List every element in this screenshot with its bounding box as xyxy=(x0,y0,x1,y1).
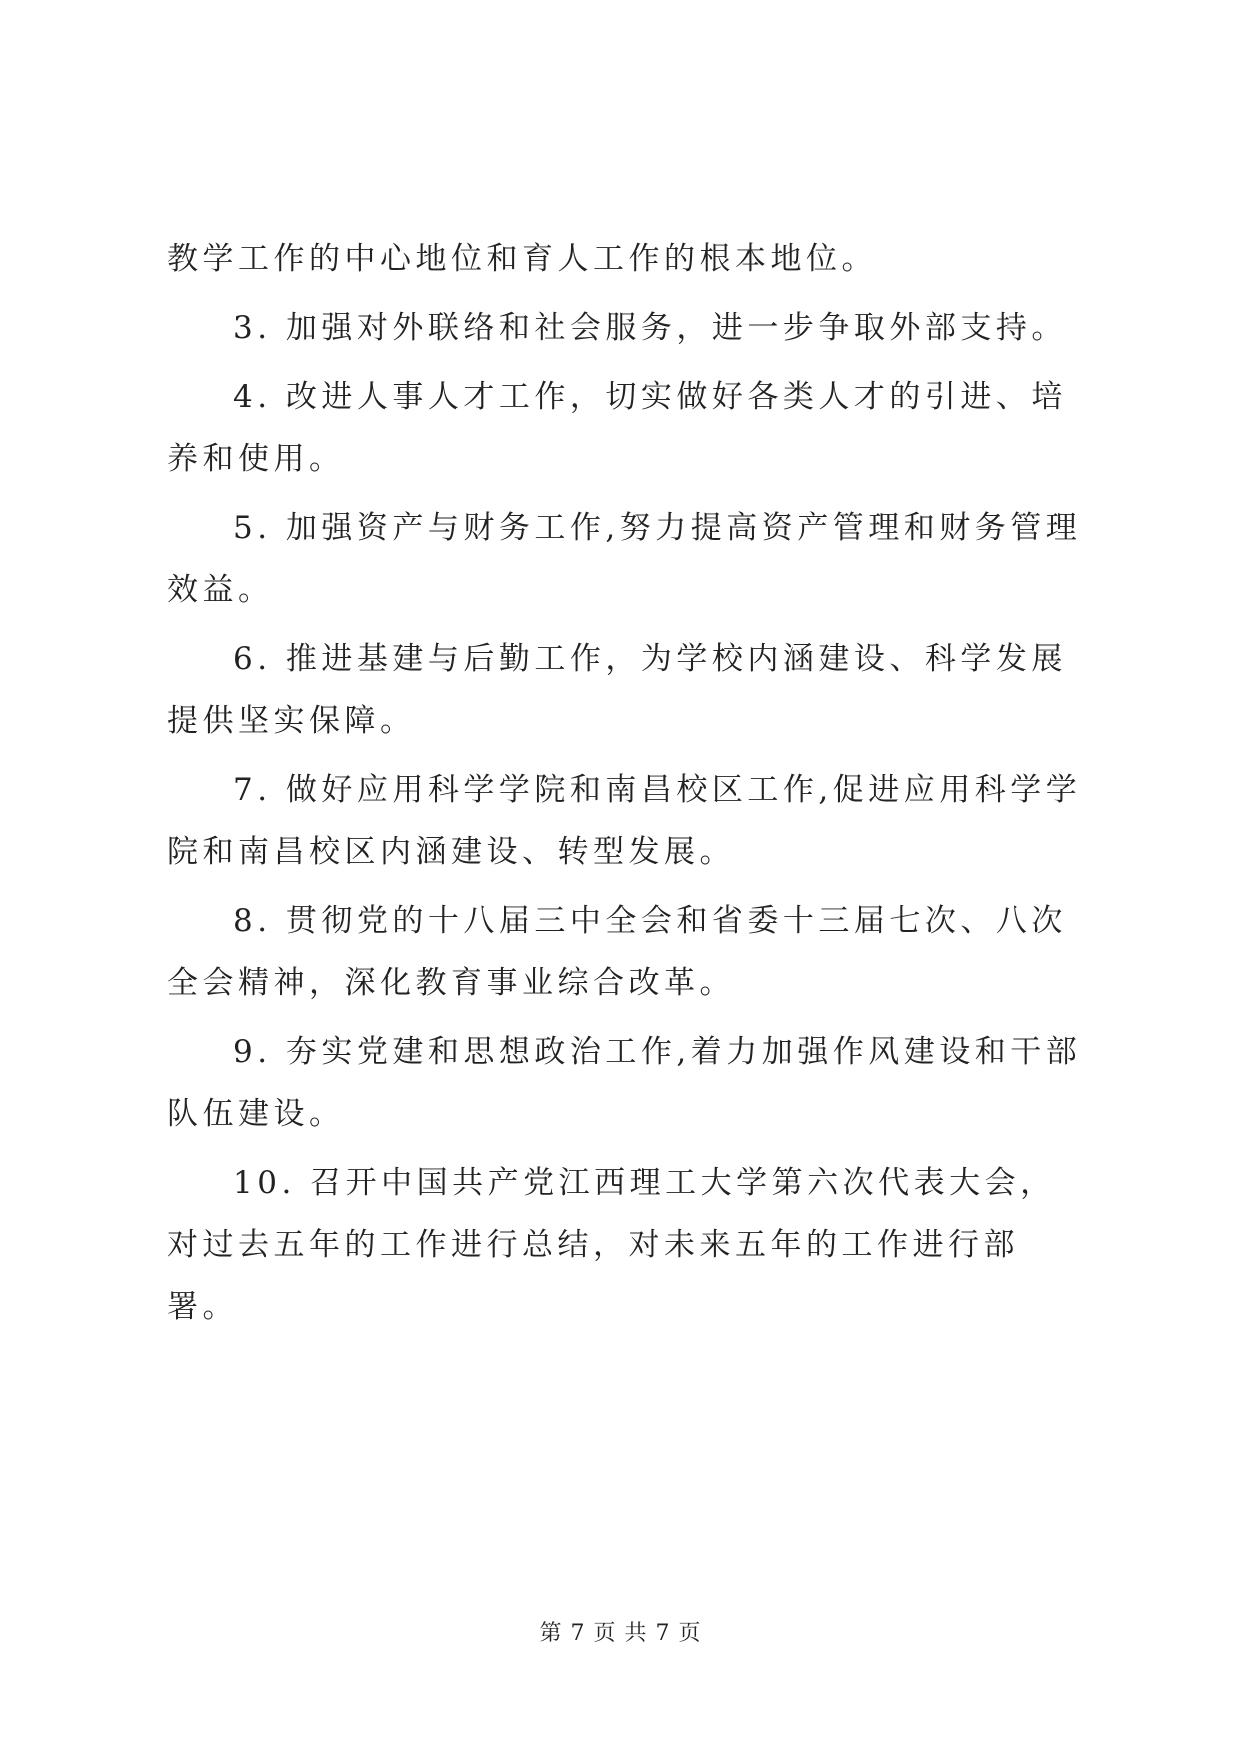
paragraph-continuation: 教学工作的中心地位和育人工作的根本地位。 xyxy=(167,241,877,277)
page-footer: 第 7 页 共 7 页 xyxy=(539,1621,702,1646)
paragraph-item-8: 8. 贯彻党的十八届三中全会和省委十三届七次、八次全会精神，深化教育事业综合改革。 xyxy=(167,903,1067,1001)
paragraph-item-5: 5. 加强资产与财务工作,努力提高资产管理和财务管理效益。 xyxy=(167,510,1082,608)
paragraph-item-9: 9. 夯实党建和思想政治工作,着力加强作风建设和干部队伍建设。 xyxy=(167,1034,1082,1132)
paragraph-item-10: 10. 召开中国共产党江西理工大学第六次代表大会，对过去五年的工作进行总结，对未来五年的工作进行部署。 xyxy=(167,1165,1056,1325)
paragraph-item-7: 7. 做好应用科学学院和南昌校区工作,促进应用科学学院和南昌校区内涵建设、转型发展。 xyxy=(167,772,1082,870)
document-body xyxy=(167,228,1087,1345)
paragraph-item-4: 4. 改进人事人才工作，切实做好各类人才的引进、培养和使用。 xyxy=(167,379,1067,477)
paragraph-item-6: 6. 推进基建与后勤工作，为学校内涵建设、科学发展提供坚实保障。 xyxy=(167,641,1067,739)
paragraph-item-3: 3. 加强对外联络和社会服务，进一步争取外部支持。 xyxy=(233,310,1067,346)
